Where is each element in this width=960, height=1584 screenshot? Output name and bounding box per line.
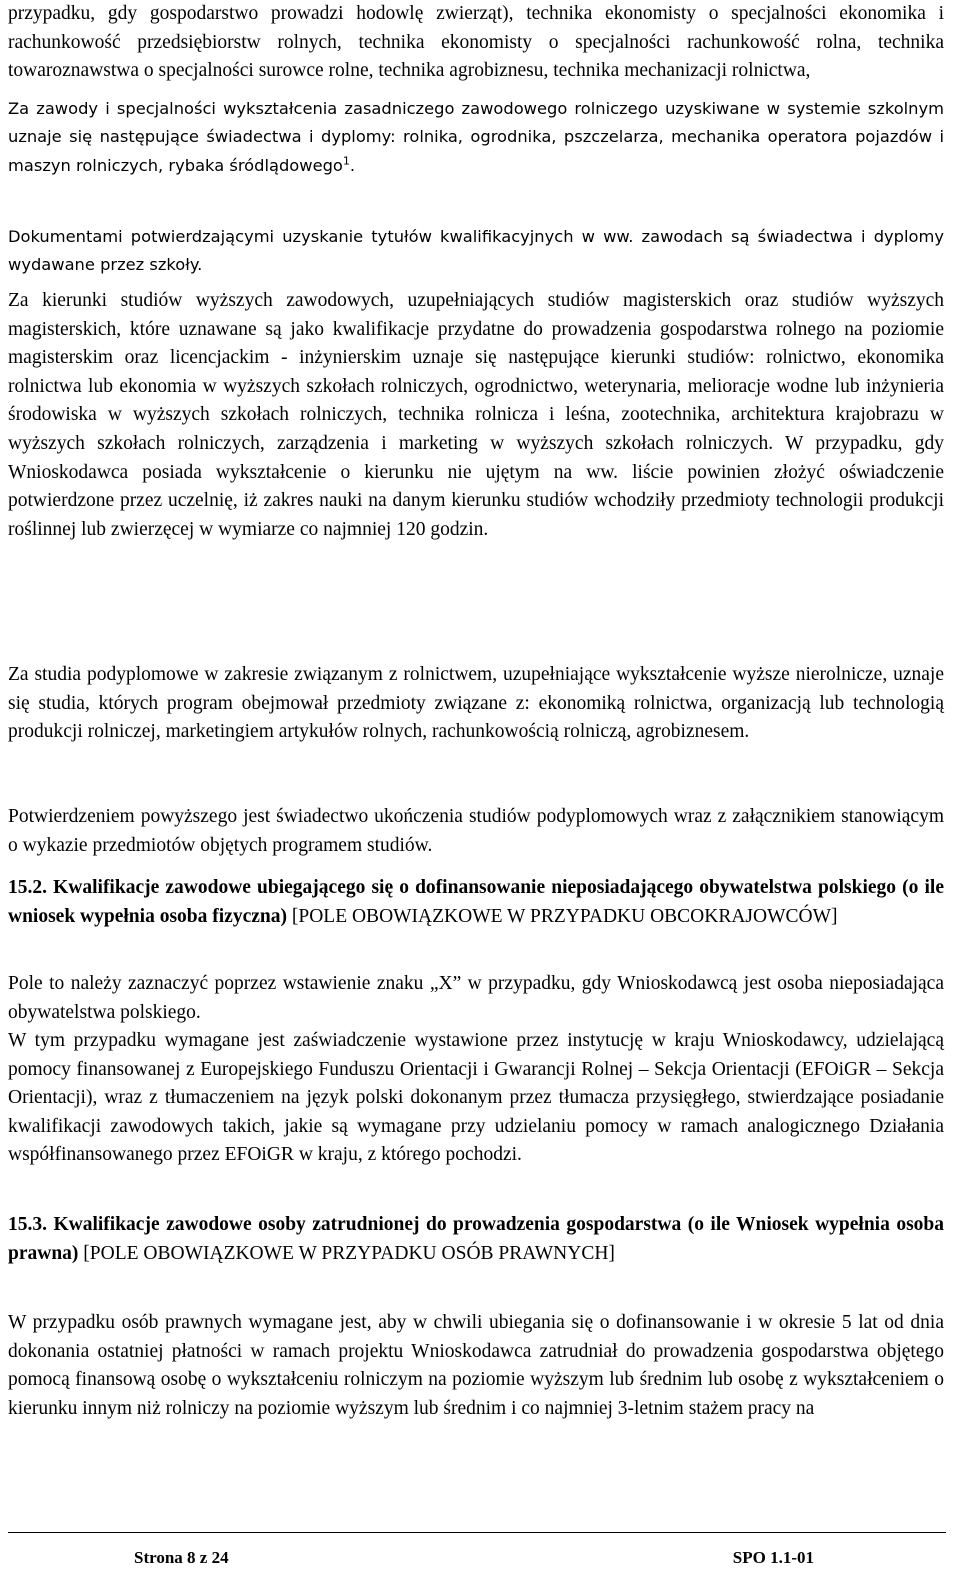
- paragraph-foreigner-marking: Pole to należy zaznaczyć poprzez wstawienie znaku „X” w przypadku, gdy Wnioskodawcą jest osoba nieposiadająca obywatelstwa polskiego.: [8, 973, 944, 1023]
- section-heading-15-3: [8, 1211, 944, 1268]
- footnote-reference: 1: [342, 154, 350, 168]
- page-number: Strona 8 z 24: [134, 1548, 229, 1567]
- section-heading-15-3-title: 15.3. Kwalifikacje zawodowe osoby zatrudnionej do prowadzenia gospodarstwa (o ile Wniosek wypełnia osoba prawna): [8, 1214, 944, 1264]
- section-heading-15-2: [8, 874, 944, 931]
- paragraph-postgraduate-studies: Za studia podyplomowe w zakresie związanym z rolnictwem, uzupełniające wykształcenie wyższe nierolnicze, uznaje się studia, których program obejmował przedmioty związane z: ekonomiką rolnictwa, organizacją lub technologią produkcji rolniczej, marketingiem artykułów rolnych, rachunkowością rolniczą, agrobiznesem.: [8, 664, 944, 743]
- section-heading-15-2-note: [POLE OBOWIĄZKOWE W PRZYPADKU OBCOKRAJOWCÓW]: [286, 905, 838, 927]
- paragraph-foreigner-certificate: W tym przypadku wymagane jest zaświadczenie wystawione przez instytucję w kraju Wnioskodawcy, udzielającą pomocy finansowanej z Europejskiego Funduszu Orientacji i Gwarancji Rolnej – Sekcja Orientacji (EFOiGR – Sekcja Orientacji), wraz z tłumaczeniem na język polski dokonanym przez tłumacza przysięgłego, stwierdzające posiadanie kwalifikacji zawodowych takich, jakie są wymagane przy udzielaniu pomocy w ramach analogicznego Działania współfinansowanego przez EFOiGR w kraju, z którego pochodzi.: [8, 1030, 944, 1166]
- footer-divider: [8, 1532, 946, 1533]
- paragraph-postgraduate-certificate: Potwierdzeniem powyższego jest świadectwo ukończenia studiów podyplomowych wraz z załącznikiem stanowiącym o wykazie przedmiotów objętych programem studiów.: [8, 806, 944, 856]
- paragraph-confirming-documents: Dokumentami potwierdzającymi uzyskanie tytułów kwalifikacyjnych w ww. zawodach są świadectwa i dyplomy wydawane przez szkoły.: [8, 227, 944, 275]
- paragraph-qualifications-list: przypadku, gdy gospodarstwo prowadzi hodowlę zwierząt), technika ekonomisty o specjalności ekonomika i rachunkowość przedsiębiorstw rolnych, technika ekonomisty o specjalności rachunkowość rolna, technika towaroznawstwa o specjalności surowce rolne, technika agrobiznesu, technika mechanizacji rolnictwa,: [8, 3, 944, 82]
- paragraph-vocational-text: Za zawody i specjalności wykształcenia zasadniczego zawodowego rolniczego uzyskiwane w systemie szkolnym uznaje się następujące świadectwa i dyplomy: rolnika, ogrodnika, pszczelarza, mechanika operatora pojazdów i maszyn rolniczych, rybaka śródlądowego: [8, 99, 944, 175]
- paragraph-vocational-period: .: [349, 155, 356, 175]
- paragraph-higher-education: Za kierunki studiów wyższych zawodowych, uzupełniających studiów magisterskich oraz studiów wyższych magisterskich, które uznawane są jako kwalifikacje przydatne do prowadzenia gospodarstwa rolnego na poziomie magisterskim oraz licencjackim - inżynierskim uznaje się następujące kierunki studiów: rolnictwo, ekonomika rolnictwa lub ekonomia w wyższych szkołach rolniczych, ogrodnictwo, weterynaria, melioracje wodne lub inżynieria środowiska w wyższych szkołach rolniczych, technika rolnicza i leśna, zootechnika, architektura krajobrazu w wyższych szkołach rolniczych, zarządzenia i marketing w wyższych szkołach rolniczych. W przypadku, gdy Wnioskodawca posiada wykształcenie o kierunku nie ujętym na ww. liście powinien złożyć oświadczenie potwierdzone przez uczelnię, iż zakres nauki na danym kierunku studiów wchodziły przedmioty technologii produkcji roślinnej lub zwierzęcej w wymiarze co najmniej 120 godzin.: [8, 290, 944, 540]
- section-heading-15-2-title: 15.2. Kwalifikacje zawodowe ubiegającego się o dofinansowanie nieposiadającego obywatelstwa polskiego (o ile wniosek wypełnia osoba fizyczna): [8, 877, 944, 927]
- paragraph-legal-persons: W przypadku osób prawnych wymagane jest, aby w chwili ubiegania się o dofinansowanie i w okresie 5 lat od dnia dokonania ostatniej płatności w ramach projektu Wnioskodawca zatrudniał do prowadzenia gospodarstwa objętego pomocą finansową osobę o wykształceniu rolniczym na poziomie wyższym lub średnim lub osobę z wykształceniem o kierunku innym niż rolniczy na poziomie wyższym lub średnim i co najmniej 3-letnim stażem pracy na: [8, 1312, 944, 1419]
- section-heading-15-3-note: [POLE OBOWIĄZKOWE W PRZYPADKU OSÓB PRAWNYCH]: [78, 1242, 615, 1264]
- document-code: SPO 1.1-01: [732, 1548, 814, 1567]
- paragraph-vocational-qualifications: [8, 95, 944, 180]
